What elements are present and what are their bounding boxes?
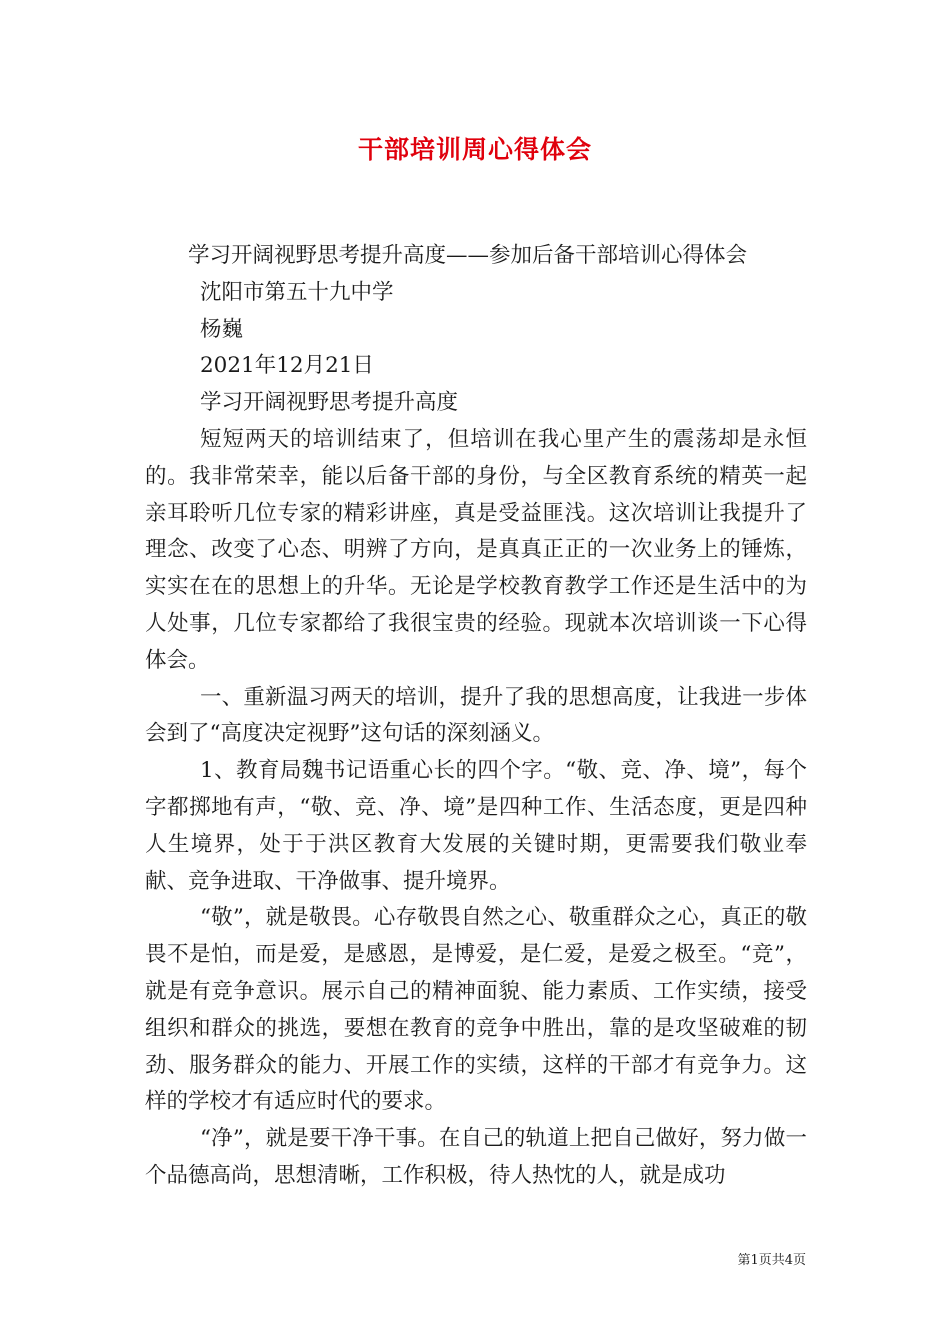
paragraph: “敬”，就是敬畏。心存敬畏自然之心、敬重群众之心，真正的敬畏不是怕，而是爱，是感恩，是博爱，是仁爱，是爱之极至。“竞”，就是有竞争意识。展示自己的精神面貌、能力素质、工作实绩，接受组织和群众的挑选，要想在教育的竞争中胜出，靠的是攻坚破难的韧劲、服务群众的能力、开展工作的实绩，这样的干部才有竞争力。这样的学校才有适应时代的要求。 <box>145 905 807 1115</box>
document-subtitle: 学习开阔视野思考提升高度——参加后备干部培训心得体会 <box>188 243 748 268</box>
page-number: 第1页共4页 <box>737 1253 806 1268</box>
paragraph: 一、重新温习两天的培训，提升了我的思想高度，让我进一步体会到了“高度决定视野”这句话的深刻涵义。 <box>145 684 807 747</box>
school-name: 沈阳市第五十九中学 <box>200 279 394 305</box>
document-body <box>145 238 807 1195</box>
paragraph: 短短两天的培训结束了，但培训在我心里产生的震荡却是永恒的。我非常荣幸，能以后备干部的身份，与全区教育系统的精英一起亲耳聆听几位专家的精彩讲座，真是受益匪浅。这次培训让我提升了理念、改变了心态、明辨了方向，是真真正正的一次业务上的锤炼，实实在在的思想上的升华。无论是学校教育教学工作还是生活中的为人处事，几位专家都给了我很宝贵的经验。现就本次培训谈一下心得体会。 <box>145 426 807 673</box>
paragraph: 1、教育局魏书记语重心长的四个字。“敬、竞、净、境”，每个字都掷地有声，“敬、竞、净、境”是四种工作、生活态度，更是四种人生境界，处于于洪区教育大发展的关键时期，更需要我们敬业奉献、竞争进取、干净做事、提升境界。 <box>145 758 807 894</box>
document-title: 干部培训周心得体会 <box>357 135 592 164</box>
document-date: 2021年12月21日 <box>200 353 374 379</box>
section-heading: 学习开阔视野思考提升高度 <box>200 390 459 416</box>
author-name: 杨巍 <box>200 316 244 342</box>
paragraph: “净”，就是要干净干事。在自己的轨道上把自己做好，努力做一个品德高尚，思想清晰，工作积极，待人热忱的人，就是成功 <box>145 1126 807 1188</box>
